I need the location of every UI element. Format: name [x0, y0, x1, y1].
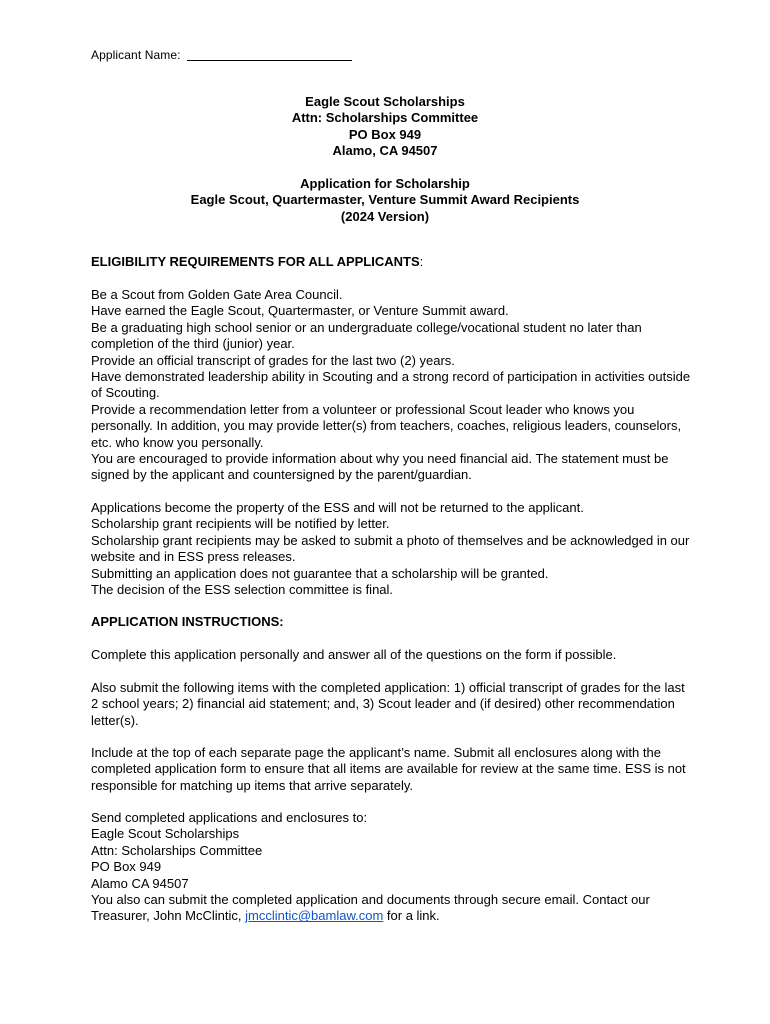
address-po-box: PO Box 949 — [348, 126, 422, 142]
eligibility-heading-text: ELIGIBILITY REQUIREMENTS FOR ALL APPLICANTS — [91, 254, 420, 269]
send-to-intro: Send completed applications and enclosures to: — [91, 810, 368, 825]
eligibility-item: Be a Scout from Golden Gate Area Council. — [91, 287, 343, 302]
eligibility-item: Have earned the Eagle Scout, Quartermaster, or Venture Summit award. — [91, 303, 509, 319]
address-city: Alamo, CA 94507 — [332, 143, 438, 159]
policy-item: Scholarship grant recipients will be notified by letter. — [91, 516, 390, 532]
email-text-before: You also can submit the completed application and documents through secure email. Contact our Treasurer, John McClintic, — [91, 892, 650, 924]
policies-list — [91, 500, 691, 598]
address-header — [0, 94, 770, 160]
title-line-3: (2024 Version) — [340, 208, 430, 224]
send-to-city: Alamo CA 94507 — [91, 875, 189, 891]
instructions-para-3: Include at the top of each separate page the applicant’s name. Submit all enclosures along with the completed application form to ensure that all items are available for review at the same time. ESS is not responsible for matching up items that arrive separately. — [91, 745, 686, 793]
send-to-po-box: PO Box 949 — [91, 859, 162, 875]
policy-item: Applications become the property of the ESS and will not be returned to the applicant. — [91, 500, 584, 515]
send-to-org: Eagle Scout Scholarships — [91, 826, 240, 842]
applicant-name-row — [91, 48, 352, 62]
send-to-email-line — [91, 892, 691, 925]
title-line-1: Application for Scholarship — [300, 176, 470, 191]
treasurer-email-link[interactable]: jmcclintic@bamlaw.com — [245, 908, 384, 924]
eligibility-item: Provide an official transcript of grades for the last two (2) years. — [91, 352, 455, 368]
eligibility-item: You are encouraged to provide information about why you need financial aid. The statement must be signed by the applicant and countersigned by the parent/guardian. — [91, 451, 669, 483]
eligibility-heading — [91, 254, 691, 270]
instructions-para-2: Also submit the following items with the completed application: 1) official transcript of grades for the last 2 school years; 2) financial aid statement; and, 3) Scout leader and (if desired) other recommendation letter(s). — [91, 680, 685, 728]
policy-item: The decision of the ESS selection committee is final. — [91, 582, 394, 598]
eligibility-list — [91, 287, 691, 484]
policy-item: Submitting an application does not guarantee that a scholarship will be granted. — [91, 565, 549, 581]
eligibility-heading-colon: : — [419, 254, 424, 269]
applicant-name-blank — [187, 48, 352, 61]
address-org: Eagle Scout Scholarships — [305, 94, 465, 109]
applicant-name-label: Applicant Name: — [91, 48, 181, 62]
eligibility-item: Be a graduating high school senior or an undergraduate college/vocational student no later than completion of the third (junior) year. — [91, 319, 642, 352]
policy-item: Scholarship grant recipients may be asked to submit a photo of themselves and be acknowledged in our website and in ESS press releases. — [91, 532, 690, 565]
instructions-heading: APPLICATION INSTRUCTIONS: — [91, 614, 284, 629]
eligibility-item: Have demonstrated leadership ability in Scouting and a strong record of participation in activities outside of Scouting. — [91, 369, 691, 401]
send-to-block — [91, 810, 691, 925]
address-attn: Attn: Scholarships Committee — [291, 110, 479, 126]
title-line-2: Eagle Scout, Quartermaster, Venture Summit Award Recipients — [190, 192, 580, 208]
eligibility-item: Provide a recommendation letter from a volunteer or professional Scout leader who knows you personally. In addition, you may provide letter(s) from teachers, coaches, religious leaders, counselors, etc. who know you personally. — [91, 401, 682, 450]
document-title — [0, 176, 770, 225]
email-text-after: for a link. — [383, 908, 440, 924]
send-to-attn: Attn: Scholarships Committee — [91, 842, 263, 858]
instructions-para-1: Complete this application personally and answer all of the questions on the form if possible. — [91, 647, 617, 662]
